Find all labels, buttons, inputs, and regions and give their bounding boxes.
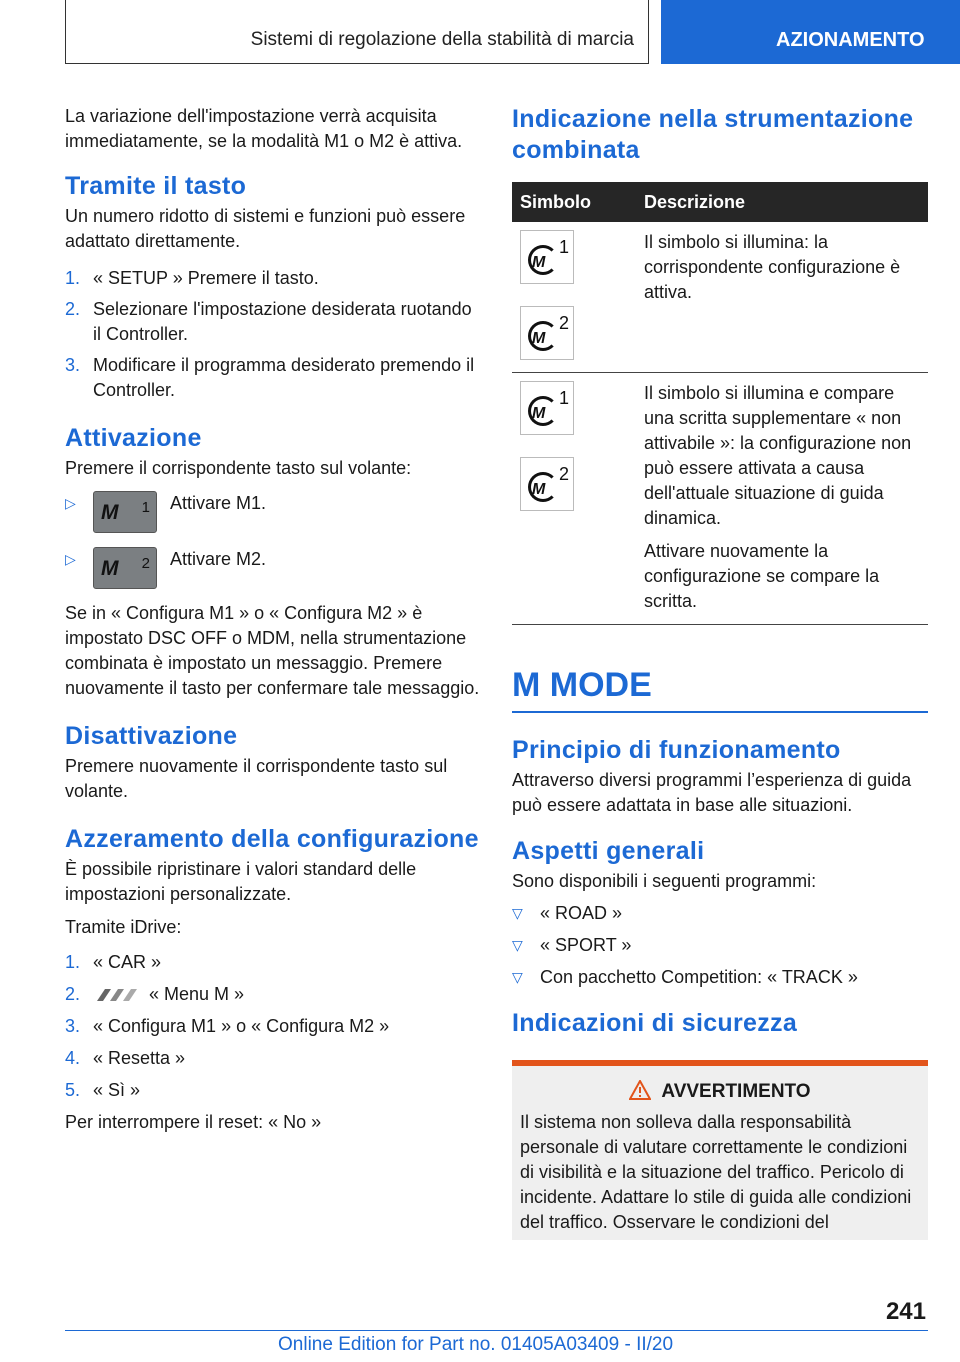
list-item: 1. « CAR » bbox=[65, 952, 162, 972]
list-item: ▽ « SPORT » bbox=[512, 933, 928, 958]
m2-symbol-icon: M 2 bbox=[520, 457, 574, 511]
table-header-simbolo: Simbolo bbox=[512, 182, 636, 222]
warning-title-row: AVVERTIMENTO bbox=[520, 1080, 920, 1104]
heading-disattivazione: Disattivazione bbox=[65, 722, 238, 750]
heading-tramite-tasto: Tramite il tasto bbox=[65, 172, 247, 200]
list-item: 1. « SETUP » Premere il tasto. bbox=[65, 268, 319, 288]
warning-triangle-icon bbox=[629, 1080, 651, 1100]
list-item: 2. Selezionare l'impostazione desiderata ruotando il Controller. bbox=[65, 299, 472, 344]
table-row bbox=[512, 222, 928, 373]
warning-text: Il sistema non solleva dalla responsabilità personale di valutare correttamente le condizioni di visibilità e la situazione del traffico. Pericolo di incidente. Adattare lo stile di guida alle condizioni del traffico. Osservare le condizioni del bbox=[520, 1112, 912, 1232]
heading-sicurezza: Indicazioni di sicurezza bbox=[512, 1009, 798, 1037]
heading-principio: Principio di funzionamento bbox=[512, 736, 841, 764]
m2-symbol-icon: M 2 bbox=[520, 306, 574, 360]
config-note: Se in « Configura M1 » o « Configura M2 » è impostato DSC OFF o MDM, nella strumentazione combinata è impostato un messaggio. Premere nuovamente il tasto per confermare tale messaggio. bbox=[65, 603, 480, 698]
row2-hint: Attivare nuovamente la configurazione se compare la scritta. bbox=[644, 541, 880, 611]
row1-description: Il simbolo si illumina: la corrispondente configurazione è attiva. bbox=[644, 232, 901, 302]
left-column bbox=[65, 104, 480, 1135]
aspetti-text: Sono disponibili i seguenti programmi: bbox=[512, 871, 817, 891]
heading-indicazione: Indicazione nella strumentazione combinata bbox=[512, 105, 914, 164]
chapter-label: AZIONAMENTO bbox=[776, 29, 925, 51]
list-item: 3. Modificare il programma desiderato premendo il Controller. bbox=[65, 355, 475, 400]
list-item: 5. « Sì » bbox=[65, 1080, 141, 1100]
m1-button-icon: M 1 bbox=[93, 491, 157, 533]
disattivazione-text: Premere nuovamente il corrispondente tasto sul volante. bbox=[65, 756, 448, 801]
warning-box bbox=[512, 1060, 928, 1240]
right-column bbox=[512, 104, 928, 1240]
footer-edition: Online Edition for Part no. 01405A03409 - II/20 bbox=[278, 1334, 674, 1355]
mmode-title-block bbox=[512, 665, 928, 713]
list-item: ▽ « ROAD » bbox=[512, 901, 928, 926]
header-section-box bbox=[65, 0, 649, 64]
heading-mmode: M MODE bbox=[512, 666, 652, 704]
table-header-descrizione: Descrizione bbox=[636, 182, 928, 222]
intro-text: La variazione dell'impostazione verrà acquisita immediatamente, se la modalità M1 o M2 è attiva. bbox=[65, 106, 463, 151]
azzeramento-text: È possibile ripristinare i valori standard delle impostazioni personalizzate. bbox=[65, 859, 417, 904]
heading-azzeramento: Azzeramento della configurazione bbox=[65, 825, 479, 853]
reset-cancel-text: Per interrompere il reset: « No » bbox=[65, 1112, 322, 1132]
attivazione-text: Premere il corrispondente tasto sul volante: bbox=[65, 458, 412, 478]
triangle-bullet-icon: ▷ bbox=[65, 551, 76, 567]
list-item: ▽ Con pacchetto Competition: « TRACK » bbox=[512, 965, 928, 990]
heading-aspetti: Aspetti generali bbox=[512, 837, 705, 865]
triangle-bullet-icon: ▽ bbox=[512, 937, 523, 953]
m1-symbol-icon: M 1 bbox=[520, 230, 574, 284]
list-item: ▷ M 2 Attivare M2. bbox=[65, 547, 480, 589]
principio-text: Attraverso diversi programmi l’esperienza di guida può essere adattata in base alle situazioni. bbox=[512, 770, 912, 815]
list-item: 4. « Resetta » bbox=[65, 1048, 186, 1068]
idrive-text: Tramite iDrive: bbox=[65, 917, 182, 937]
heading-attivazione: Attivazione bbox=[65, 424, 202, 452]
program-list bbox=[512, 901, 928, 990]
page-number: 241 bbox=[885, 1298, 926, 1325]
list-item: 3. « Configura M1 » o « Configura M2 » bbox=[65, 1016, 390, 1036]
triangle-bullet-icon: ▽ bbox=[512, 905, 523, 921]
m-logo-icon bbox=[93, 988, 143, 1002]
row2-description: Il simbolo si illumina e compare una scritta supplementare « non attivabile »: la configurazione non può essere attivata a causa dell'attuale situazione di guida dinamica. bbox=[644, 383, 912, 528]
header-section-title: Sistemi di regolazione della stabilità di marcia bbox=[250, 29, 634, 50]
setup-steps bbox=[65, 266, 480, 403]
reset-steps bbox=[65, 950, 480, 1103]
list-item: 2. « Menu M » bbox=[65, 984, 245, 1004]
list-item: ▷ M 1 Attivare M1. bbox=[65, 491, 480, 533]
m1-symbol-icon: M 1 bbox=[520, 381, 574, 435]
symbol-table bbox=[512, 182, 928, 625]
header-chapter-tab bbox=[661, 0, 960, 64]
footer-divider bbox=[65, 1330, 928, 1331]
table-row bbox=[512, 373, 928, 625]
triangle-bullet-icon: ▽ bbox=[512, 969, 523, 985]
tasto-text: Un numero ridotto di sistemi e funzioni può essere adattato direttamente. bbox=[65, 206, 466, 251]
triangle-bullet-icon: ▷ bbox=[65, 495, 76, 511]
m2-button-icon: M 2 bbox=[93, 547, 157, 589]
